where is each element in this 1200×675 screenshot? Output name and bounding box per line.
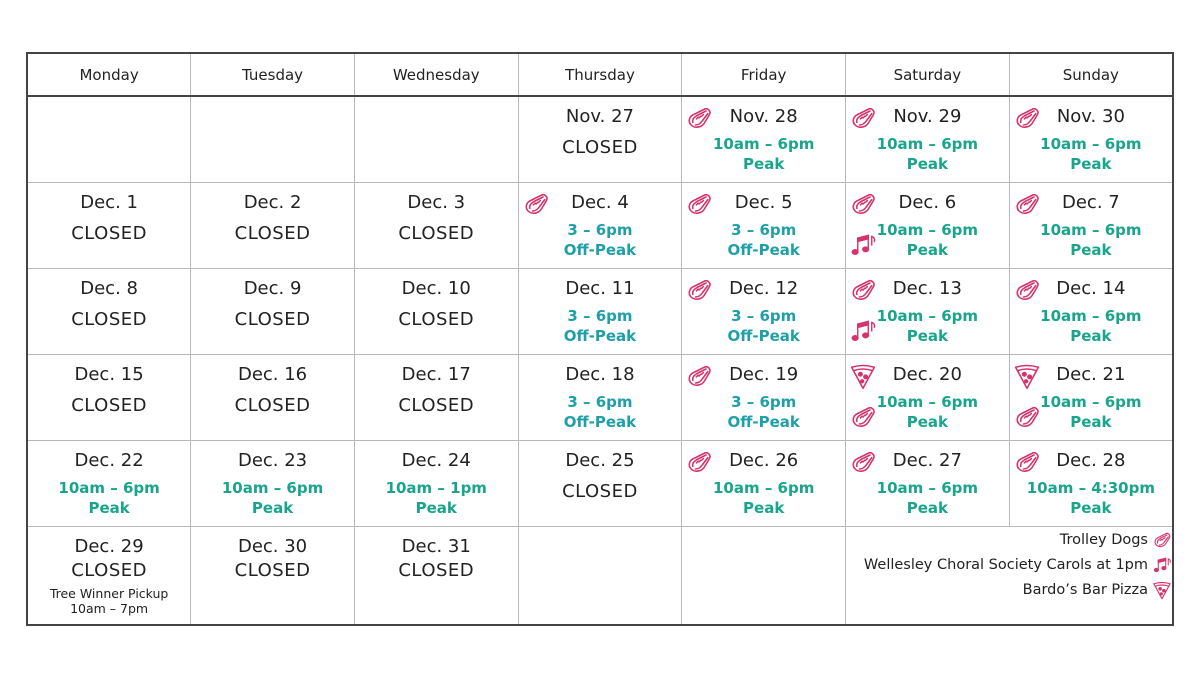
hours-label: 10am – 6pm (876, 135, 979, 153)
closed-label: CLOSED (562, 137, 638, 158)
hotdog-icon (849, 190, 877, 218)
hours-label: 10am – 6pm (1040, 307, 1142, 325)
day-cell (1009, 269, 1173, 355)
day-cell (27, 441, 191, 527)
legend-item (846, 577, 1172, 602)
pizza-icon (1152, 580, 1172, 600)
day-cell (682, 183, 846, 269)
day-date: Dec. 28 (1056, 450, 1126, 471)
day-cell (682, 441, 846, 527)
hours-label: 3 – 6pm (567, 307, 633, 325)
day-date: Dec. 15 (74, 364, 144, 385)
day-date: Dec. 1 (80, 192, 138, 213)
hours-label: 10am – 6pm (1040, 135, 1142, 153)
week-row (27, 96, 1173, 183)
day-cell (27, 355, 191, 441)
day-cell (354, 441, 518, 527)
hotdog-icon (685, 448, 713, 476)
peak-label: Off-Peak (563, 241, 637, 259)
day-date: Dec. 19 (729, 364, 799, 385)
peak-label: Peak (88, 499, 130, 517)
day-date: Dec. 16 (237, 364, 308, 385)
closed-label: CLOSED (234, 560, 311, 581)
hours-label: 10am – 6pm (876, 307, 979, 325)
hotdog-icon (849, 104, 877, 132)
day-date: Dec. 22 (74, 450, 144, 471)
hotdog-icon (1152, 530, 1172, 550)
day-cell (191, 355, 355, 441)
weekday-header: Monday (27, 53, 191, 96)
peak-label: Peak (1070, 413, 1112, 431)
peak-label: Off-Peak (727, 413, 800, 431)
day-cell (354, 183, 518, 269)
day-date: Nov. 27 (565, 106, 634, 127)
hotdog-icon (522, 190, 550, 218)
day-cell (846, 269, 1010, 355)
hotdog-icon (849, 403, 877, 431)
day-date: Dec. 31 (401, 536, 471, 557)
peak-label: Peak (251, 499, 294, 517)
legend (846, 527, 1173, 626)
day-date: Dec. 6 (898, 192, 957, 213)
closed-label: CLOSED (71, 395, 147, 416)
peak-label: Peak (906, 327, 948, 345)
day-cell (27, 527, 191, 626)
day-cell (1009, 355, 1173, 441)
peak-label: Peak (743, 499, 785, 517)
closed-label: CLOSED (398, 395, 475, 416)
legend-item (846, 527, 1172, 552)
hours-label: 10am – 6pm (1040, 221, 1142, 239)
day-cell (682, 96, 846, 183)
hotdog-icon (1013, 104, 1041, 132)
day-date: Dec. 10 (401, 278, 471, 299)
hours-label: 10am – 6pm (712, 135, 815, 153)
closed-label: CLOSED (234, 395, 311, 416)
day-date: Dec. 27 (892, 450, 962, 471)
week-row (27, 183, 1173, 269)
peak-label: Peak (1070, 155, 1112, 173)
day-date: Dec. 3 (407, 192, 466, 213)
day-cell (27, 183, 191, 269)
legend-item (846, 552, 1172, 577)
day-date: Dec. 8 (80, 278, 138, 299)
day-date: Dec. 17 (401, 364, 471, 385)
day-date: Dec. 23 (237, 450, 308, 471)
peak-label: Peak (1070, 241, 1112, 259)
music-notes-icon (1152, 555, 1172, 575)
peak-label: Off-Peak (563, 327, 637, 345)
hours-label: 10am – 6pm (876, 221, 979, 239)
hours-label: 10am – 1pm (385, 479, 487, 497)
empty-day-cell (682, 527, 846, 626)
day-cell (191, 183, 355, 269)
hotdog-icon (1013, 276, 1041, 304)
day-cell (354, 269, 518, 355)
hotdog-icon (685, 276, 713, 304)
hotdog-icon (685, 104, 713, 132)
hours-label: 3 – 6pm (567, 393, 633, 411)
day-cell (682, 355, 846, 441)
peak-label: Peak (906, 499, 948, 517)
day-date: Dec. 7 (1061, 192, 1120, 213)
closed-label: CLOSED (234, 223, 311, 244)
peak-label: Peak (1070, 327, 1112, 345)
peak-label: Peak (906, 413, 948, 431)
closed-label: CLOSED (71, 560, 147, 581)
hotdog-icon (1013, 190, 1041, 218)
weekday-header: Thursday (518, 53, 682, 96)
hotdog-icon (1013, 448, 1041, 476)
hotdog-icon (849, 276, 877, 304)
day-date: Dec. 24 (401, 450, 471, 471)
day-cell (1009, 441, 1173, 527)
empty-day-cell (354, 96, 518, 183)
weekday-header: Wednesday (354, 53, 518, 96)
weekday-header: Sunday (1009, 53, 1173, 96)
day-date: Dec. 20 (892, 364, 962, 385)
hours-label: 10am – 6pm (876, 393, 979, 411)
hours-label: 3 – 6pm (731, 393, 797, 411)
day-date: Dec. 26 (729, 450, 799, 471)
peak-label: Off-Peak (727, 327, 800, 345)
hours-label: 10am – 6pm (876, 479, 979, 497)
closed-label: CLOSED (562, 481, 638, 502)
peak-label: Peak (1070, 499, 1112, 517)
weekday-header-row (27, 53, 1173, 96)
music-notes-icon (849, 231, 877, 259)
pizza-icon (1013, 362, 1041, 390)
day-date: Dec. 4 (571, 192, 629, 213)
hours-label: 10am – 6pm (1040, 393, 1142, 411)
day-date: Dec. 29 (74, 536, 144, 557)
closed-label: CLOSED (398, 223, 475, 244)
hours-label: 10am – 6pm (221, 479, 324, 497)
music-notes-icon (849, 317, 877, 345)
hotdog-icon (1013, 403, 1041, 431)
week-row (27, 269, 1173, 355)
hotdog-icon (685, 362, 713, 390)
peak-label: Peak (906, 155, 948, 173)
day-cell (682, 269, 846, 355)
legend-label: Bardo’s Bar Pizza (1022, 581, 1148, 598)
hotdog-icon (685, 190, 713, 218)
day-cell (354, 527, 518, 626)
day-date: Dec. 5 (734, 192, 793, 213)
legend-label: Trolley Dogs (1059, 531, 1148, 548)
day-cell (846, 183, 1010, 269)
day-cell (191, 441, 355, 527)
peak-label: Peak (415, 499, 457, 517)
hours-label: 10am – 6pm (712, 479, 815, 497)
day-cell (518, 96, 682, 183)
closed-label: CLOSED (398, 309, 475, 330)
weekday-header: Friday (682, 53, 846, 96)
day-date: Dec. 11 (565, 278, 635, 299)
legend-label: Wellesley Choral Society Carols at 1pm (863, 556, 1148, 573)
peak-label: Peak (906, 241, 948, 259)
day-date: Dec. 18 (565, 364, 635, 385)
day-cell (518, 441, 682, 527)
day-cell (191, 527, 355, 626)
peak-label: Off-Peak (727, 241, 800, 259)
closed-label: CLOSED (234, 309, 311, 330)
closed-label: CLOSED (71, 223, 147, 244)
weekday-header: Tuesday (191, 53, 355, 96)
empty-day-cell (27, 96, 191, 183)
empty-day-cell (191, 96, 355, 183)
week-row (27, 441, 1173, 527)
day-cell (1009, 96, 1173, 183)
weekday-header: Saturday (846, 53, 1010, 96)
day-date: Dec. 25 (565, 450, 635, 471)
event-note-time: 10am – 7pm (70, 601, 149, 616)
hours-label: 3 – 6pm (567, 221, 633, 239)
day-date: Dec. 14 (1056, 278, 1126, 299)
hours-label: 10am – 6pm (58, 479, 160, 497)
day-date: Dec. 9 (243, 278, 302, 299)
peak-label: Peak (743, 155, 785, 173)
day-date: Nov. 30 (1056, 106, 1125, 127)
day-cell (518, 355, 682, 441)
calendar-table (26, 52, 1174, 626)
empty-day-cell (518, 527, 682, 626)
closed-label: CLOSED (398, 560, 475, 581)
day-cell (846, 355, 1010, 441)
hours-label: 3 – 6pm (731, 307, 797, 325)
day-date: Dec. 30 (237, 536, 308, 557)
day-date: Dec. 13 (892, 278, 962, 299)
day-cell (846, 96, 1010, 183)
day-cell (518, 183, 682, 269)
hours-label: 3 – 6pm (731, 221, 797, 239)
day-date: Nov. 29 (893, 106, 962, 127)
hotdog-icon (849, 448, 877, 476)
day-cell (354, 355, 518, 441)
day-date: Dec. 12 (729, 278, 799, 299)
day-cell (1009, 183, 1173, 269)
pizza-icon (849, 362, 877, 390)
day-cell (518, 269, 682, 355)
closed-label: CLOSED (71, 309, 147, 330)
event-note: Tree Winner Pickup (49, 586, 169, 601)
week-row (27, 527, 1173, 626)
week-row (27, 355, 1173, 441)
day-cell (191, 269, 355, 355)
day-date: Nov. 28 (729, 106, 798, 127)
day-cell (27, 269, 191, 355)
peak-label: Off-Peak (563, 413, 637, 431)
day-cell (846, 441, 1010, 527)
hours-label: 10am – 4:30pm (1026, 479, 1155, 497)
day-date: Dec. 21 (1056, 364, 1126, 385)
day-date: Dec. 2 (243, 192, 302, 213)
